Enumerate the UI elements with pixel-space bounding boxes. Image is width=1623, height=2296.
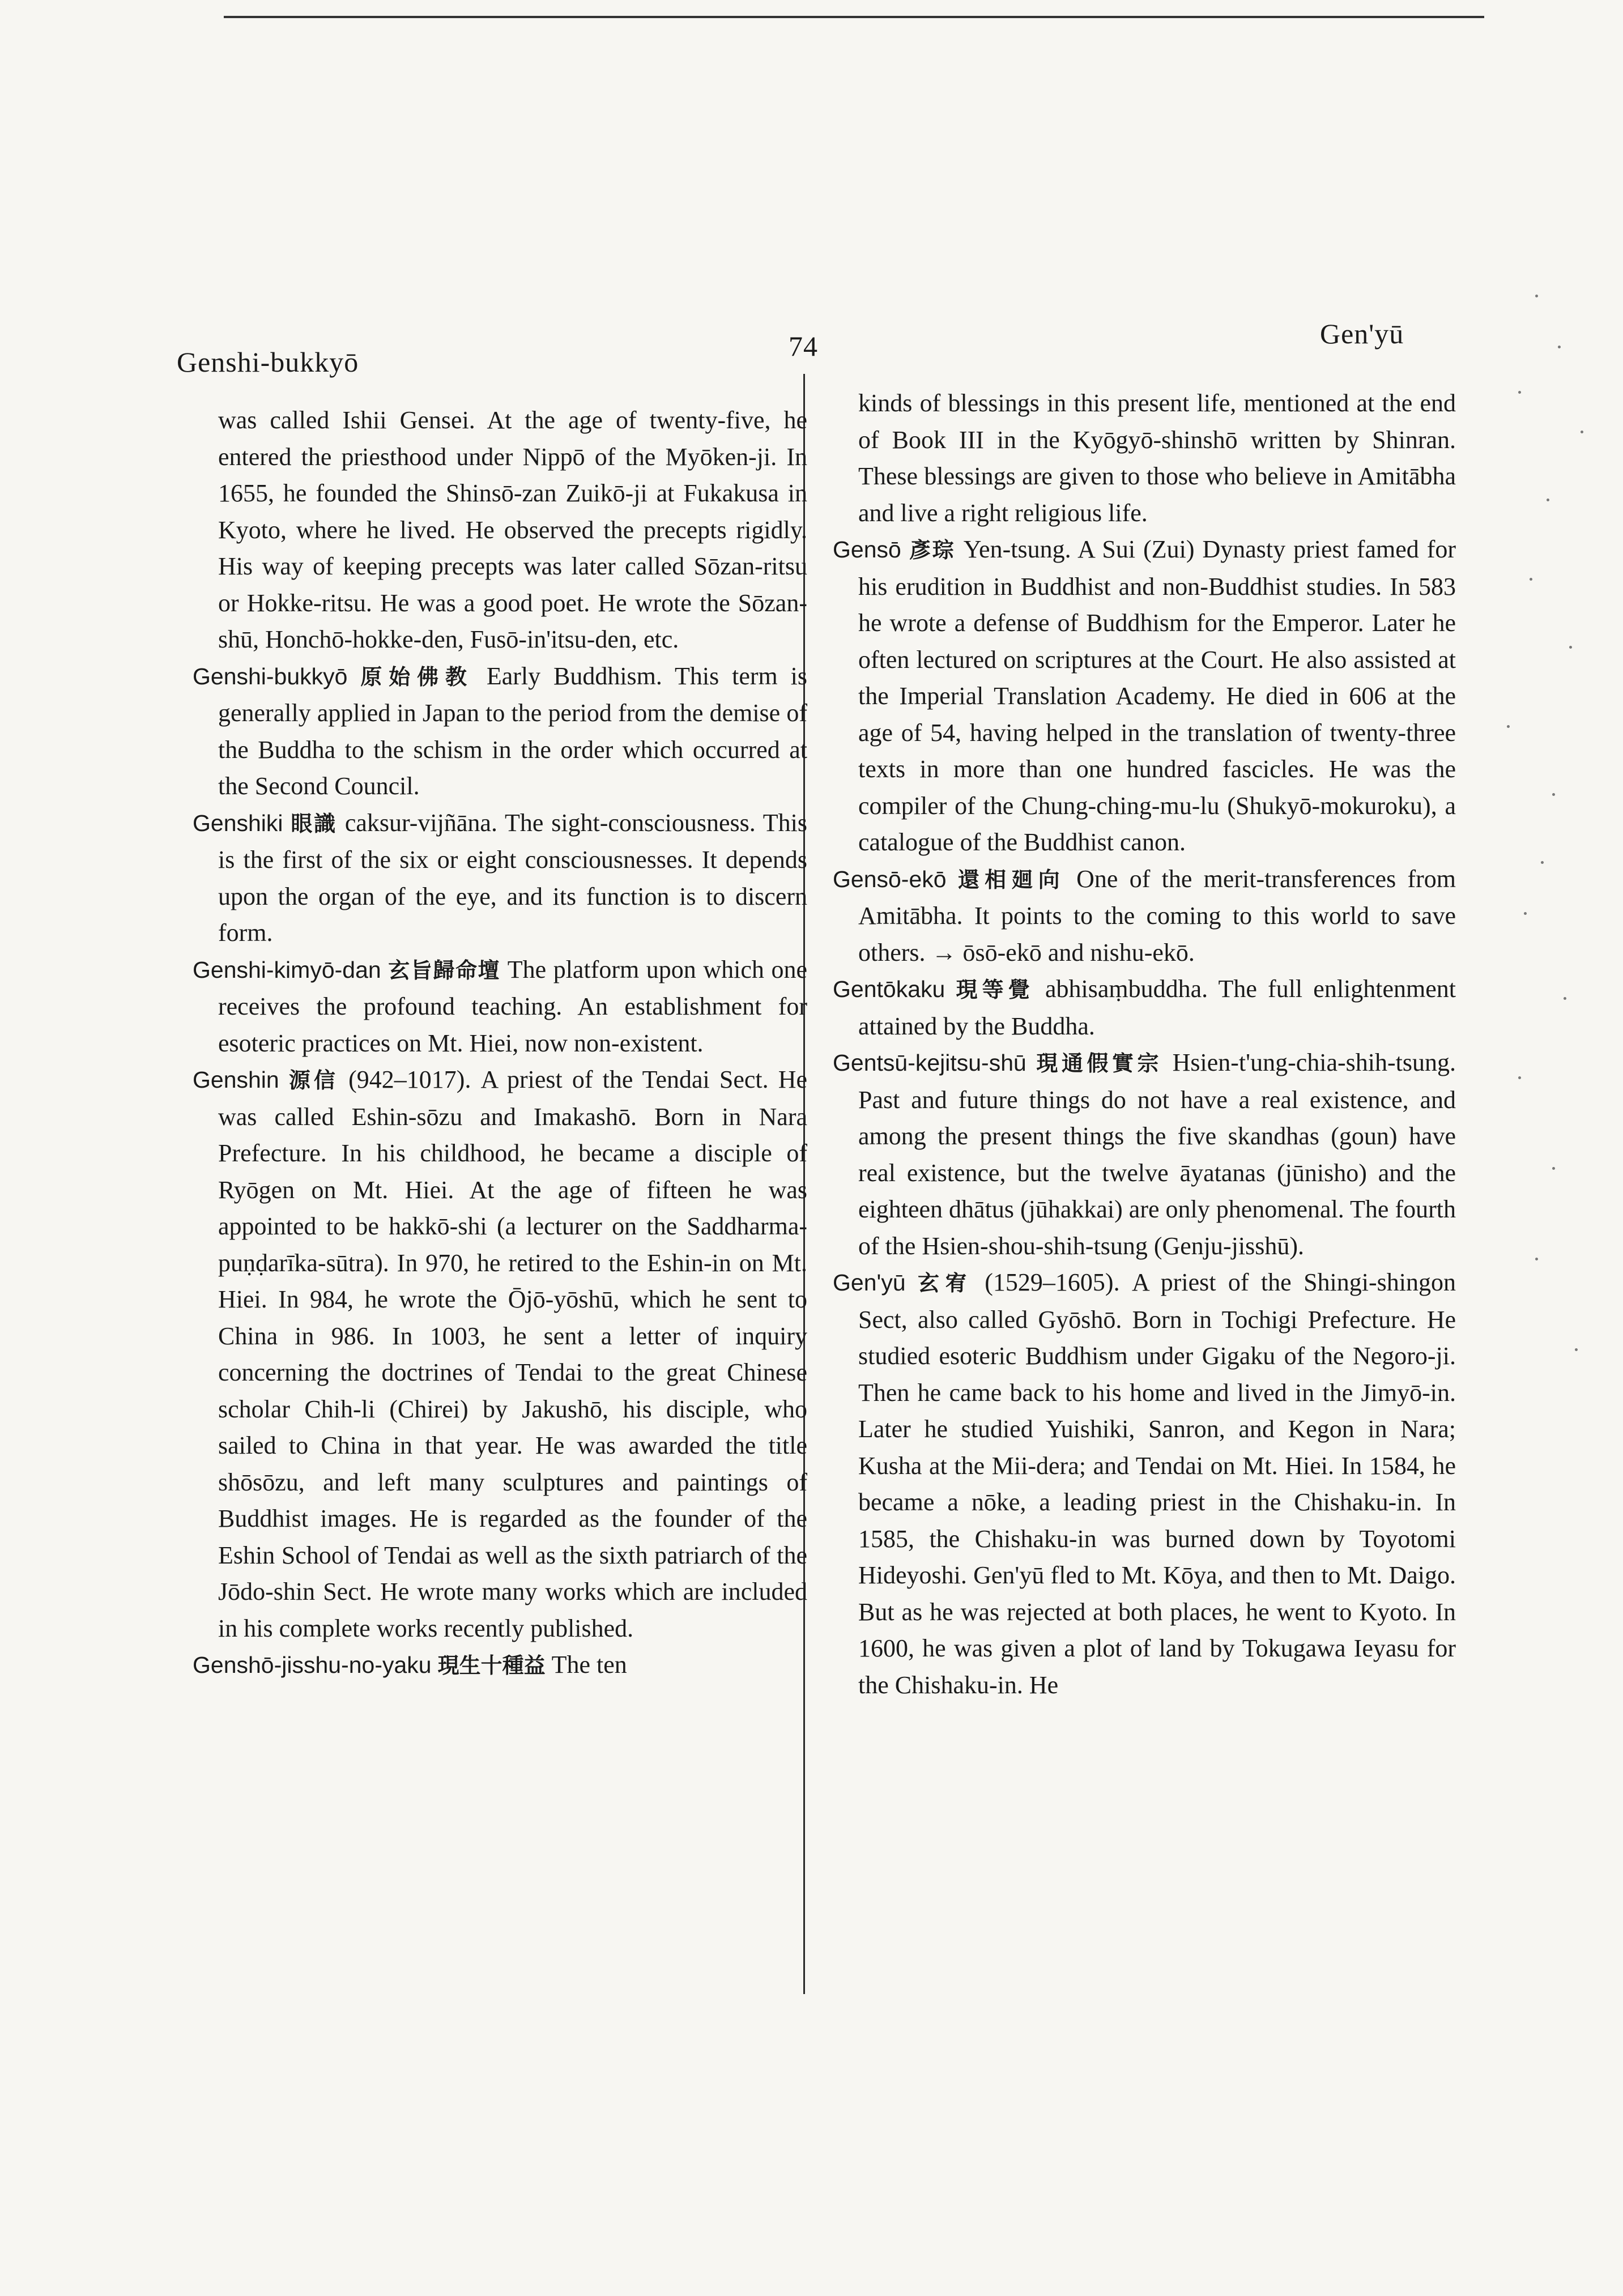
scan-speck bbox=[1541, 861, 1544, 864]
entry-kanji: 玄旨歸命壇 bbox=[388, 957, 501, 983]
entry-kanji: 原始佛教 bbox=[360, 664, 474, 689]
scan-speck bbox=[1552, 793, 1555, 796]
top-rule bbox=[224, 16, 1484, 18]
dictionary-entry bbox=[193, 805, 807, 952]
dictionary-entry bbox=[193, 952, 807, 1062]
entry-kanji: 現生十種益 bbox=[437, 1653, 546, 1678]
dictionary-entry bbox=[193, 1647, 807, 1684]
running-head-left: Genshi-bukkyō bbox=[177, 346, 359, 378]
dictionary-entry bbox=[833, 531, 1456, 861]
entry-headword: Gen'yū bbox=[833, 1270, 906, 1296]
continuation-text: was called Ishii Gensei. At the age of twenty-five, he entered the priesthood under Nippō of the Myōken-ji. In 1655, he founded the Shinsō-zan Zuikō-ji at Fukakusa in Kyoto, where he lived. He observed the precepts rigidly. His way of keeping precepts was later called Sōzan-ritsu or Hokke-ritsu. He was a good poet. He wrote the Sōzan-shū, Honchō-hokke-den, Fusō-in'itsu-den, etc. bbox=[218, 406, 807, 653]
entry-definition: Yen-tsung. A Sui (Zui) Dynasty priest famed for his erudition in Buddhist and non-Buddhist studies. In 583 he wrote a defense of Buddhism for the Emperor. Later he often lectured on scriptures at the Court. He also assisted at the Imperial Translation Academy. He died in 606 at the age of 54, having helped in the translation of twenty-three texts in more than one hundred fascicles. He was the compiler of the Chung-ching-mu-lu (Shukyō-mokuroku), a catalogue of the Buddhist canon. bbox=[858, 535, 1456, 856]
entry-definition: (942–1017). A priest of the Tendai Sect. He was called Eshin-sōzu and Imakashō. Born in Nara Prefecture. In his childhood, he became a disciple of Ryōgen on Mt. Hiei. At the age of fifteen he was appointed to be hakkō-shi (a lecturer on the Saddharma-puṇḍarīka-sūtra). In 970, he retired to the Eshin-in on Mt. Hiei. In 984, he wrote the Ōjō-yōshū, which he sent to China in 986. In 1003, he sent a letter of inquiry concerning the doctrines of Tendai to the great Chinese scholar Chih-li (Chirei) by Jakushō, his disciple, who sailed to China in that year. He was awarded the title shōsōzu, and left many sculptures and paintings of Buddhist images. He is regarded as the founder of the Eshin School of Tendai as well as the sixth patriarch of the Jōdo-shin Sect. He wrote many works which are included in his complete works recently published. bbox=[218, 1066, 808, 1642]
dictionary-entry bbox=[833, 1045, 1456, 1264]
dictionary-entry bbox=[833, 861, 1456, 972]
scan-speckle-margin bbox=[1467, 283, 1615, 1473]
dictionary-entry bbox=[833, 1264, 1456, 1703]
scan-speck bbox=[1507, 725, 1510, 728]
page-number: 74 bbox=[789, 330, 818, 362]
running-head-right: Gen'yū bbox=[1320, 318, 1404, 350]
entry-kanji: 眼識 bbox=[291, 811, 337, 836]
entry-headword: Genshi-bukkyō bbox=[193, 663, 348, 689]
entry-definition: The ten bbox=[551, 1651, 627, 1679]
entry-definition: The platform upon which one receives the profound teaching. An establishment for esoteric practices on Mt. Hiei, now non-existent. bbox=[218, 955, 807, 1057]
scan-speck bbox=[1518, 391, 1521, 394]
scan-speck bbox=[1569, 646, 1572, 649]
scan-speck bbox=[1575, 1348, 1578, 1351]
dictionary-entry bbox=[193, 658, 807, 805]
entry-headword: Genshi-kimyō-dan bbox=[193, 956, 381, 983]
entry-kanji: 彥琮 bbox=[909, 538, 956, 563]
dictionary-entry bbox=[193, 1062, 808, 1647]
scan-speck bbox=[1535, 1258, 1538, 1260]
scan-speck bbox=[1547, 499, 1549, 501]
dictionary-entry bbox=[833, 971, 1456, 1045]
entry-headword: Genshō-jisshu-no-yaku bbox=[193, 1652, 432, 1678]
entry-kanji: 玄宥 bbox=[918, 1271, 973, 1296]
scan-speck bbox=[1535, 295, 1538, 297]
entry-kanji: 還相廻向 bbox=[957, 867, 1065, 892]
entry-headword: Genshin bbox=[193, 1067, 279, 1093]
entry-headword: Gentsū-kejitsu-shū bbox=[833, 1050, 1026, 1076]
entry-definition: (1529–1605). A priest of the Shingi-shingon Sect, also called Gyōshō. Born in Tochigi Prefecture. He studied esoteric Buddhism under Gigaku of the Negoro-ji. Then he came back to his home and lived in the Jimyō-in. Later he studied Yuishiki, Sanron, and Kegon in Nara; Kusha at the Mii-dera; and Tendai on Mt. Hiei. In 1584, he became a nōke, a leading priest in the Chishaku-in. In 1585, the Chishaku-in was burned down by Toyotomi Hideyoshi. Gen'yū fled to Mt. Kōya, and then to Mt. Daigo. But as he was rejected at both places, he went to Kyoto. In 1600, he was given a plot of land by Tokugawa Ieyasu for the Chishaku-in. He bbox=[858, 1268, 1456, 1699]
entry-definition: abhisaṃbuddha. The full enlightenment attained by the Buddha. bbox=[858, 975, 1456, 1040]
right-column bbox=[833, 385, 1456, 1703]
entry-headword: Genshiki bbox=[193, 810, 283, 836]
entry-definition: One of the merit-transferences from Amitābha. It points to the coming to this world to save others. → ōsō-ekō and nishu-ekō. bbox=[858, 864, 1456, 966]
entry-definition: Early Buddhism. This term is generally applied in Japan to the period from the demise of the Buddha to the schism in the order which occurred at the Second Council. bbox=[218, 662, 807, 800]
continuation-text: kinds of blessings in this present life, mentioned at the end of Book III in the Kyōgyō-shinshō written by Shinran. These blessings are given to those who believe in Amitābha and live a right religious life. bbox=[858, 389, 1456, 527]
entry-kanji: 現等覺 bbox=[956, 977, 1034, 1002]
scan-speck bbox=[1518, 1076, 1521, 1079]
scan-speck bbox=[1530, 578, 1532, 581]
scan-speck bbox=[1564, 997, 1566, 1000]
scan-speck bbox=[1524, 912, 1527, 915]
entry-definition: Hsien-t'ung-chia-shih-tsung. Past and future things do not have a real existence, and among the present things the five skandhas (goun) have real existence, but the twelve āyatanas (jūnisho) and the eighteen dhātus (jūhakkai) are only phenomenal. The fourth of the Hsien-shou-shih-tsung (Genju-jisshū). bbox=[858, 1049, 1456, 1260]
entry-headword: Gensō-ekō bbox=[833, 866, 947, 892]
entry-headword: Gensō bbox=[833, 536, 901, 563]
scan-speck bbox=[1552, 1167, 1555, 1170]
left-column bbox=[193, 402, 807, 1684]
entry-definition: caksur-vijñāna. The sight-consciousness. This is the first of the six or eight consciousnesses. It depends upon the organ of the eye, and its function is to discern form. bbox=[218, 808, 807, 947]
entry-headword: Gentōkaku bbox=[833, 976, 945, 1002]
entry-kanji: 現通假實宗 bbox=[1036, 1051, 1163, 1076]
entry-kanji: 源信 bbox=[288, 1068, 339, 1093]
scan-speck bbox=[1581, 431, 1583, 433]
scan-speck bbox=[1558, 346, 1561, 348]
